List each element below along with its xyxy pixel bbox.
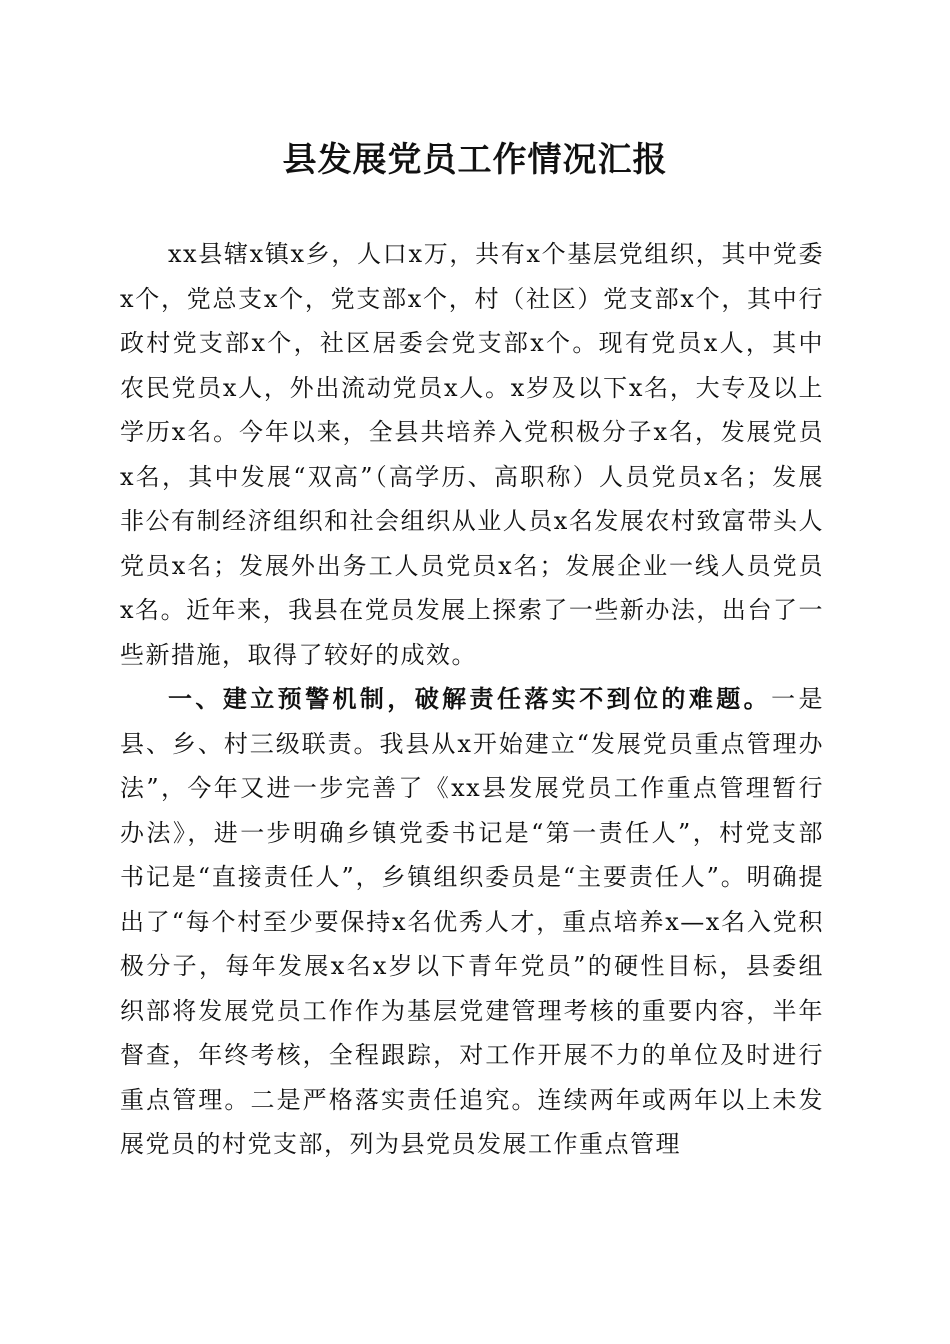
section-1-body: 一是县、乡、村三级联责。我县从x开始建立“发展党员重点管理办法”，今年又进一步完善了《xx县发展党员工作重点管理暂行办法》，进一步明确乡镇党委书记是“第一责任人”，村党支部书记是“直接责任人”，乡镇组织委员是“主要责任人”。明确提出了“每个村至少要保持x名优秀人才，重点培养x—x名入党积极分子，每年发展x名x岁以下青年党员”的硬性目标，县委组织部将发展党员工作作为基层党建管理考核的重要内容，半年督查，年终考核，全程跟踪，对工作开展不力的单位及时进行重点管理。二是严格落实责任追究。连续两年或两年以上未发展党员的村党支部，列为县党员发展工作重点管理 <box>120 685 825 1158</box>
intro-paragraph: xx县辖x镇x乡，人口x万，共有x个基层党组织，其中党委x个，党总支x个，党支部x个，村（社区）党支部x个，其中行政村党支部x个，社区居委会党支部x个。现有党员x人，其中农民党员x人，外出流动党员x人。x岁及以下x名，大专及以上学历x名。今年以来，全县共培养入党积极分子x名，发展党员x名，其中发展“双高”（高学历、高职称）人员党员x名；发展非公有制经济组织和社会组织从业人员x名发展农村致富带头人党员x名；发展外出务工人员党员x名；发展企业一线人员党员x名。近年来，我县在党员发展上探索了一些新办法，出台了一些新措施，取得了较好的成效。 <box>120 240 824 669</box>
document-body <box>120 232 824 1167</box>
document-title: 县发展党员工作情况汇报 <box>282 140 668 180</box>
section-1-paragraph <box>120 677 824 1167</box>
section-1-heading: 一、建立预警机制，破解责任落实不到位的难题。 <box>168 685 772 713</box>
